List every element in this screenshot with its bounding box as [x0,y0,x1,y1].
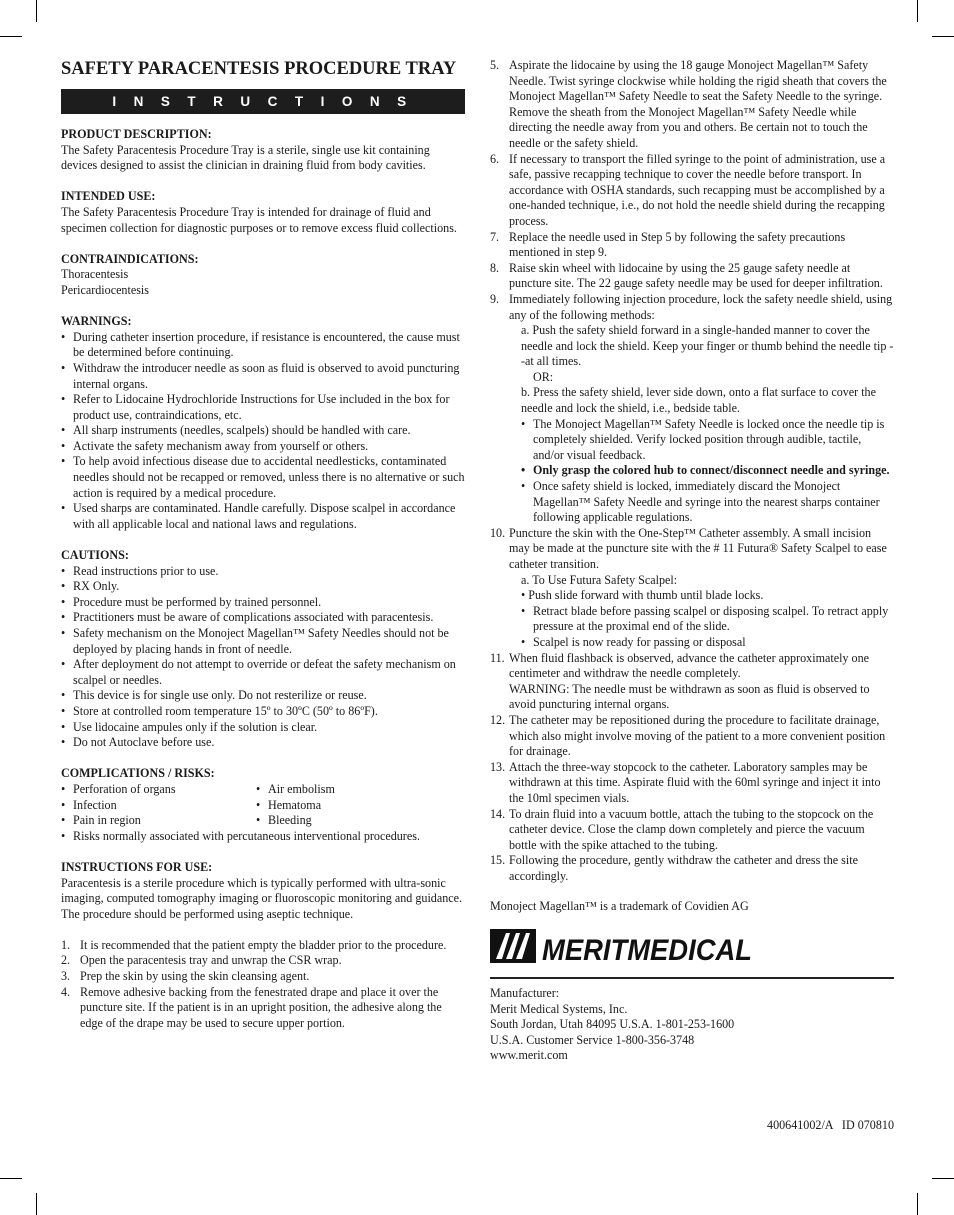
step-sub-item: b. Press the safety shield, lever side down, onto a flat surface to cover the needle and lock the shield, i.e., bedside table. [521,385,876,416]
step-item [490,713,894,760]
step-sub-or [509,370,894,386]
manufacturer-label: Manufacturer: [490,986,560,1001]
step-warning: WARNING: The needle must be withdrawn as soon as fluid is observed to avoid puncturing internal organs. [509,681,870,712]
list-item: • Safety mechanism on the Monoject Magellan™ Safety Needles should not be deployed by placing hands in front of needle. [61,626,465,657]
step-number: 3. [61,969,71,984]
list-item: Pericardiocentesis [61,282,149,297]
list-item: • Infection [61,798,256,814]
step-text: Remove adhesive backing from the fenestrated drape and place it over the puncture site. If the patient is in an upright position, the adhesive along the edge of the drape may be used to secure upper portion. [80,984,442,1030]
step-sub-item: • Push slide forward with thumb until blade locks. [521,588,764,603]
left-column [61,58,465,1047]
step-item [490,526,894,651]
divider [490,977,894,979]
crop-mark [36,0,37,22]
manufacturer-address: South Jordan, Utah 84095 U.S.A. 1-801-253-1600 [490,1017,735,1032]
step-item [490,261,894,292]
list-item: • Perforation of organs [61,782,256,798]
trademark-note: Monoject Magellan™ is a trademark of Covidien AG [490,899,749,914]
step-number: 10. [490,525,506,540]
step-item [490,853,894,884]
section-text: The Safety Paracentesis Procedure Tray is a sterile, single use kit containing devices designed to assist the clinician in draining fluid from body cavities. [61,142,430,173]
cautions-section [61,548,465,751]
step-text: When fluid flashback is observed, advance the catheter approximately one centimeter and withdraw the needle completely. [509,650,869,681]
step-item [61,938,465,954]
step-number: 2. [61,953,71,968]
list-item: • Pain in region [61,813,256,829]
list-item: • After deployment do not attempt to override or defeat the safety mechanism on scalpel or needles. [61,657,465,688]
list-item: • Hematoma [256,798,456,814]
step-number: 6. [490,151,500,166]
steps-list-continued [490,58,894,884]
list-item: • Once safety shield is locked, immediately discard the Monoject Magellan™ Safety Needle and syringe into the nearest sharps container following applicable regulations. [521,479,894,526]
step-text: Replace the needle used in Step 5 by following the safety precautions mentioned in step 9. [509,229,846,260]
step-number: 15. [490,853,506,868]
manufacturer-block [490,986,894,1064]
section-heading: INSTRUCTIONS FOR USE: [61,859,213,874]
step-sub-item: a. To Use Futura Safety Scalpel: [521,572,678,587]
step-text: Open the paracentesis tray and unwrap the CSR wrap. [80,953,342,968]
step-item [490,651,894,713]
crop-mark [917,0,918,22]
step-text: Raise skin wheel with lidocaine by using the 25 gauge safety needle at puncture site. The 22 gauge safety needle may be used for deeper infiltration. [509,260,883,291]
step-number: 9. [490,291,500,306]
merit-medical-logo [490,927,894,967]
crop-mark [917,1193,918,1215]
step-text: Attach the three-way stopcock to the catheter. Laboratory samples may be withdrawn at this time. Aspirate fluid with the 60ml syringe and inject it into the 10ml specimen vials. [509,759,881,805]
crop-mark [932,1178,954,1179]
list-item: • Scalpel is now ready for passing or disposal [521,635,894,651]
list-item: • Do not Autoclave before use. [61,735,465,751]
step-text: Immediately following injection procedure, lock the safety needle shield, using any of the following methods: [509,291,893,322]
step-text: It is recommended that the patient empty the bladder prior to the procedure. [80,937,447,952]
crop-mark [932,36,954,37]
step-number: 13. [490,759,506,774]
right-column [490,58,894,1064]
list-item: • All sharp instruments (needles, scalpels) should be handled with care. [61,423,465,439]
step-text: Aspirate the lidocaine by using the 18 gauge Monoject Magellan™ Safety Needle. Twist syringe clockwise while holding the rigid sheath that covers the Monoject Magellan™ Safety Needle to seat the Safety Needle to the syringe. Remove the sheath from the Monoject Magellan™ Safety Needle while directing the needle away from you and others. Be certain not to touch the needle or the safety shield. [509,58,887,150]
section-heading: COMPLICATIONS / RISKS: [61,766,215,781]
warnings-list [61,330,465,533]
warnings-section [61,314,465,532]
list-item: • Procedure must be performed by trained personnel. [61,595,465,611]
website-link[interactable]: www.merit.com [490,1048,568,1063]
step-item [490,292,894,526]
step-number: 11. [490,650,505,665]
logo-text: MERITMEDICAL [542,934,752,968]
step-item [490,760,894,807]
complications-last [61,829,465,845]
complications-col2 [256,782,456,829]
list-item: • Activate the safety mechanism away from yourself or others. [61,439,465,455]
step-item [61,969,465,985]
manufacturer-name: Merit Medical Systems, Inc. [490,1001,628,1016]
step-item [490,152,894,230]
step9-bullets [521,417,894,526]
step-item [490,58,894,152]
list-item: • To help avoid infectious disease due to accidental needlesticks, contaminated needles should not be recapped or removed, unless there is no alternative or such action is required by a medical procedure. [61,454,465,501]
crop-mark [0,36,22,37]
list-item: • Bleeding [256,813,456,829]
step-number: 5. [490,58,500,72]
step-number: 7. [490,229,500,244]
step-item [61,953,465,969]
step-item [490,807,894,854]
cautions-list [61,564,465,751]
list-item: • Retract blade before passing scalpel or disposing scalpel. To retract apply pressure at the proximal end of the slide. [521,604,894,635]
section-heading: INTENDED USE: [61,189,156,204]
section-heading: WARNINGS: [61,314,132,329]
step-text: Following the procedure, gently withdraw the catheter and dress the site accordingly. [509,853,858,883]
crop-mark [36,1193,37,1215]
step-text: Prep the skin by using the skin cleansing agent. [80,969,310,984]
step-number: 14. [490,806,506,821]
step-number: 12. [490,712,506,727]
list-item: • Withdraw the introducer needle as soon as fluid is observed to avoid puncturing internal organs. [61,361,465,392]
instructions-banner: INSTRUCTIONS FOR USE [61,89,465,114]
list-item: • Refer to Lidocaine Hydrochloride Instructions for Use included in the box for product use, contraindications, etc. [61,392,465,423]
step-number: 8. [490,260,500,275]
complications-col1 [61,782,256,829]
step-text: To drain fluid into a vacuum bottle, attach the tubing to the stopcock on the catheter device. Close the clamp down completely and pierce the vacuum bottle with the spike attached to the tubing. [509,806,874,852]
list-item: • Read instructions prior to use. [61,564,465,580]
list-item: • Store at controlled room temperature 15º to 30ºC (50º to 86ºF). [61,704,465,720]
logo-graphic [490,927,760,967]
list-item: • Risks normally associated with percutaneous interventional procedures. [61,829,465,845]
page-title: SAFETY PARACENTESIS PROCEDURE TRAY [61,59,457,79]
contraindications-section [61,252,465,299]
step-number: 1. [61,937,71,952]
instructions-section [61,860,465,1032]
list-item: • Practitioners must be aware of complications associated with paracentesis. [61,610,465,626]
section-heading: CAUTIONS: [61,548,129,563]
list-item: • Use lidocaine ampules only if the solution is clear. [61,720,465,736]
list-item: • The Monoject Magellan™ Safety Needle is locked once the needle tip is completely shielded. Verify locked position through audible, tactile, and/or visual feedback. [521,417,894,464]
intended-use-section [61,189,465,236]
list-item: • Used sharps are contaminated. Handle carefully. Dispose scalpel in accordance with all applicable local and national laws and regulations. [61,501,465,532]
list-item: • Air embolism [256,782,456,798]
step-item [490,230,894,261]
section-heading: CONTRAINDICATIONS: [61,251,199,266]
section-text: The Safety Paracentesis Procedure Tray is intended for drainage of fluid and specimen collection for diagnostic purposes or to remove excess fluid collections. [61,204,457,235]
step-text: If necessary to transport the filled syringe to the point of administration, use a safe, passive recapping technique to cover the needle before transport. In accordance with OSHA standards, such recapping must be accomplished by a one-handed technique, i.e., do not hold the needle shield during the recapping process. [509,151,886,228]
list-item: • Only grasp the colored hub to connect/disconnect needle and syringe. [521,463,894,479]
complications-section [61,766,465,844]
customer-service: U.S.A. Customer Service 1-800-356-3748 [490,1032,695,1047]
list-item: • This device is for single use only. Do not resterilize or reuse. [61,688,465,704]
list-item: • RX Only. [61,579,465,595]
list-item: Thoracentesis [61,267,129,282]
step-text: Puncture the skin with the One-Step™ Catheter assembly. A small incision may be made at the puncture site with the # 11 Futura® Safety Scalpel to ease catheter transition. [509,525,887,571]
step10-bullets [521,604,894,651]
section-heading: PRODUCT DESCRIPTION: [61,127,212,141]
step-number: 4. [61,984,71,999]
section-text: Paracentesis is a sterile procedure which is typically performed with ultra-sonic imaging, computed tomography imaging or fluoroscopic monitoring and guidance. The procedure should be performed using aseptic technique. [61,875,463,921]
list-item: • During catheter insertion procedure, if resistance is encountered, the cause must be determined before continuing. [61,330,465,361]
complications-grid [61,782,465,829]
step-item [61,985,465,1032]
steps-list [61,938,465,1032]
step-sub-item: a. Push the safety shield forward in a single-handed manner to cover the needle and lock the shield. Keep your finger or thumb behind the needle tip --at all times. [521,323,894,369]
document-number: 400641002/A ID 070810 [767,1118,894,1132]
step-text: The catheter may be repositioned during the procedure to facilitate drainage, which also might involve moving of the patient to a more convenient position for drainage. [509,712,886,759]
crop-mark [0,1178,22,1179]
or-label: OR: [533,369,554,384]
